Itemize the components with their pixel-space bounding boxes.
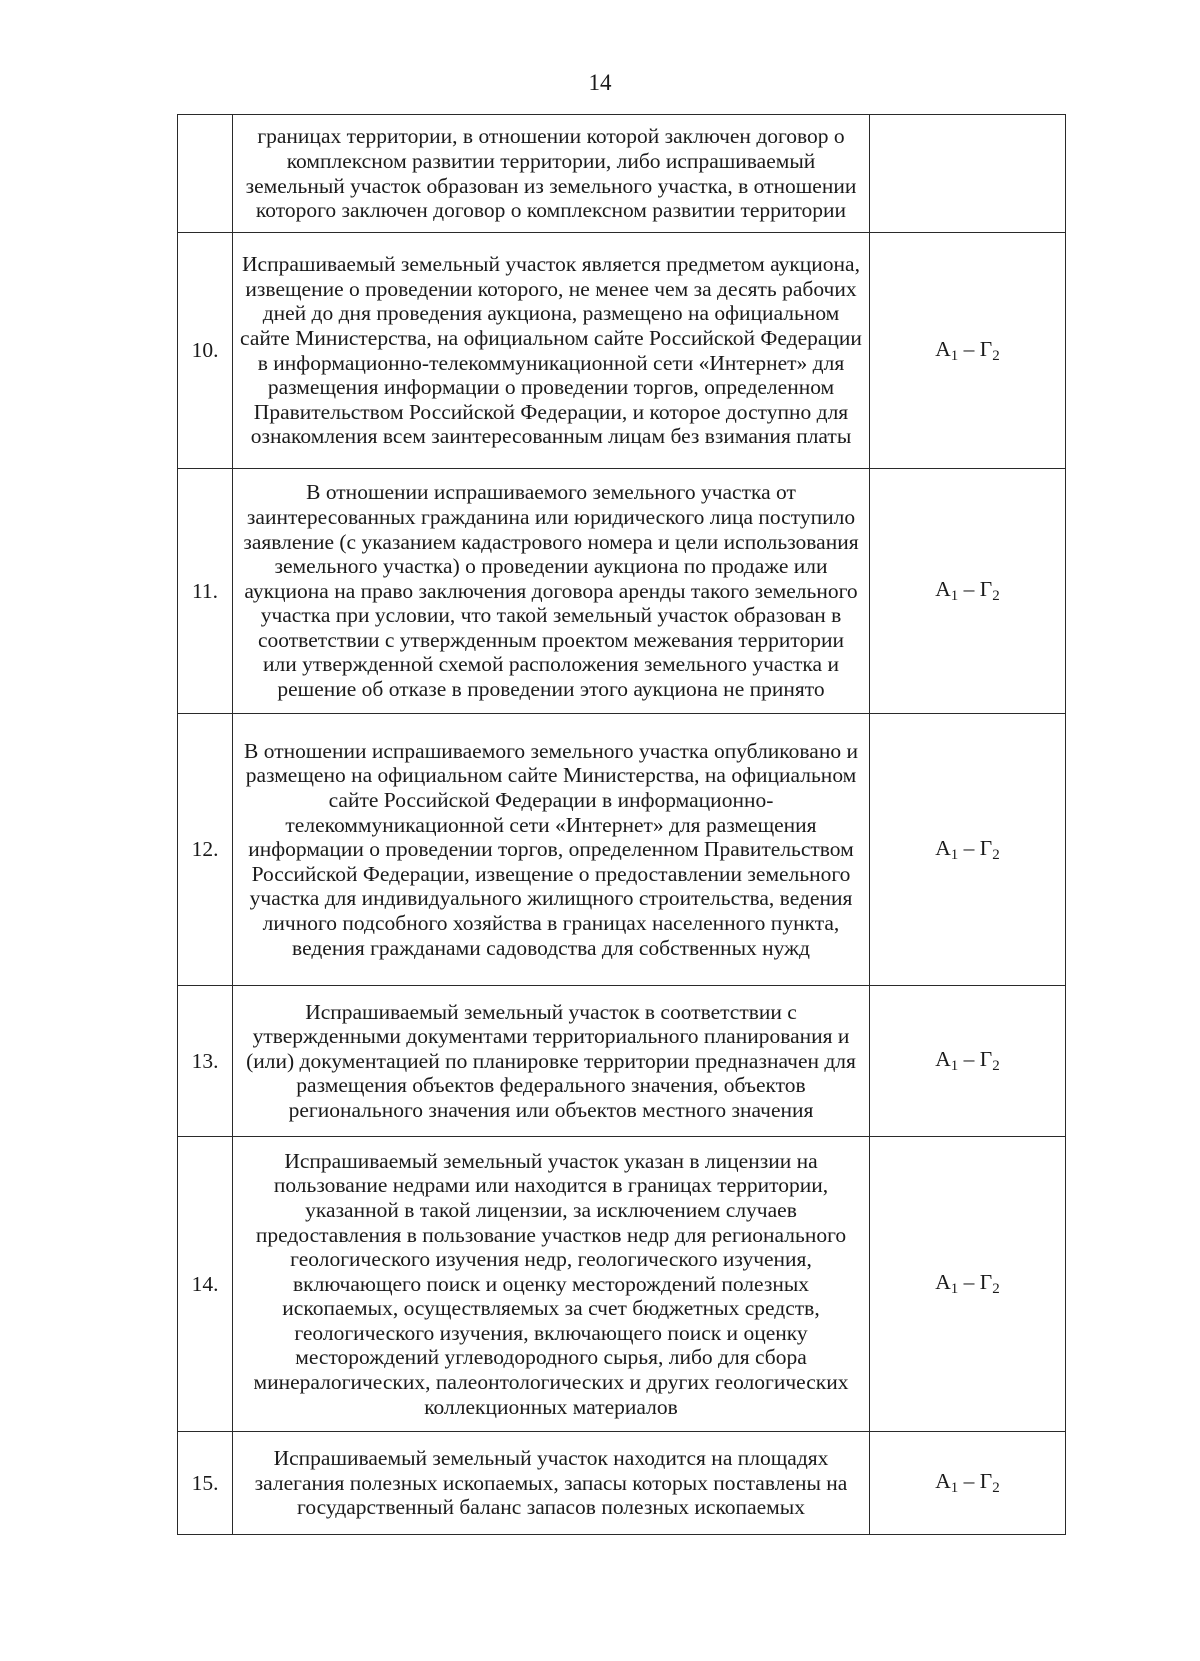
row-number: 14.	[178, 1137, 233, 1432]
row-code: А1 – Г2	[870, 986, 1066, 1137]
row-number: 10.	[178, 233, 233, 469]
row-code: А1 – Г2	[870, 469, 1066, 714]
row-code: А1 – Г2	[870, 714, 1066, 986]
table-row	[178, 469, 1066, 714]
row-code	[870, 115, 1066, 233]
row-number: 13.	[178, 986, 233, 1137]
row-text: В отношении испрашиваемого земельного участка опубликовано и размещено на официальном сайте Министерства, на официальном сайте Российской Федерации в информационно-телекоммуникационной сети «Интернет» для размещения информации о проведении торгов, определенном Правительством Российской Федерации, извещение о предоставлении земельного участка для индивидуального жилищного строительства, ведения личного подсобного хозяйства в границах населенного пункта, ведения гражданами садоводства для собственных нужд	[233, 714, 870, 986]
table-row	[178, 986, 1066, 1137]
conditions-table	[177, 114, 1066, 1535]
row-text: В отношении испрашиваемого земельного участка от заинтересованных гражданина или юридического лица поступило заявление (с указанием кадастрового номера и цели использования земельного участка) о проведении аукциона по продаже или аукциона на право заключения договора аренды такого земельного участка при условии, что такой земельный участок образован в соответствии с утвержденным проектом межевания территории или утвержденной схемой расположения земельного участка и решение об отказе в проведении этого аукциона не принято	[233, 469, 870, 714]
table-row	[178, 714, 1066, 986]
row-number: 11.	[178, 469, 233, 714]
row-number: 12.	[178, 714, 233, 986]
row-text: Испрашиваемый земельный участок находится на площадях залегания полезных ископаемых, запасы которых поставлены на государственный баланс запасов полезных ископаемых	[233, 1432, 870, 1535]
row-number	[178, 115, 233, 233]
table-row	[178, 233, 1066, 469]
row-code: А1 – Г2	[870, 1432, 1066, 1535]
row-text: Испрашиваемый земельный участок в соответствии с утвержденными документами территориального планирования и (или) документацией по планировке территории предназначен для размещения объектов федерального значения, объектов регионального значения или объектов местного значения	[233, 986, 870, 1137]
row-code: А1 – Г2	[870, 1137, 1066, 1432]
table-row	[178, 1432, 1066, 1535]
page-number: 14	[588, 70, 612, 95]
row-text: Испрашиваемый земельный участок является предметом аукциона, извещение о проведении которого, не менее чем за десять рабочих дней до дня проведения аукциона, размещено на официальном сайте Министерства, на официальном сайте Российской Федерации в информационно-телекоммуникационной сети «Интернет» для размещения информации о проведении торгов, определенном Правительством Российской Федерации, и которое доступно для ознакомления всем заинтересованным лицам без взимания платы	[233, 233, 870, 469]
row-text: границах территории, в отношении которой заключен договор о комплексном развитии территории, либо испрашиваемый земельный участок образован из земельного участка, в отношении которого заключен договор о комплексном развитии территории	[233, 115, 870, 233]
row-code: А1 – Г2	[870, 233, 1066, 469]
row-number: 15.	[178, 1432, 233, 1535]
table-row	[178, 1137, 1066, 1432]
table-row	[178, 115, 1066, 233]
row-text: Испрашиваемый земельный участок указан в лицензии на пользование недрами или находится в границах территории, указанной в такой лицензии, за исключением случаев предоставления в пользование участков недр для регионального геологического изучения недр, геологического изучения, включающего поиск и оценку месторождений полезных ископаемых, осуществляемых за счет бюджетных средств, геологического изучения, включающего поиск и оценку месторождений углеводородного сырья, либо для сбора минералогических, палеонтологических и других геологических коллекционных материалов	[233, 1137, 870, 1432]
